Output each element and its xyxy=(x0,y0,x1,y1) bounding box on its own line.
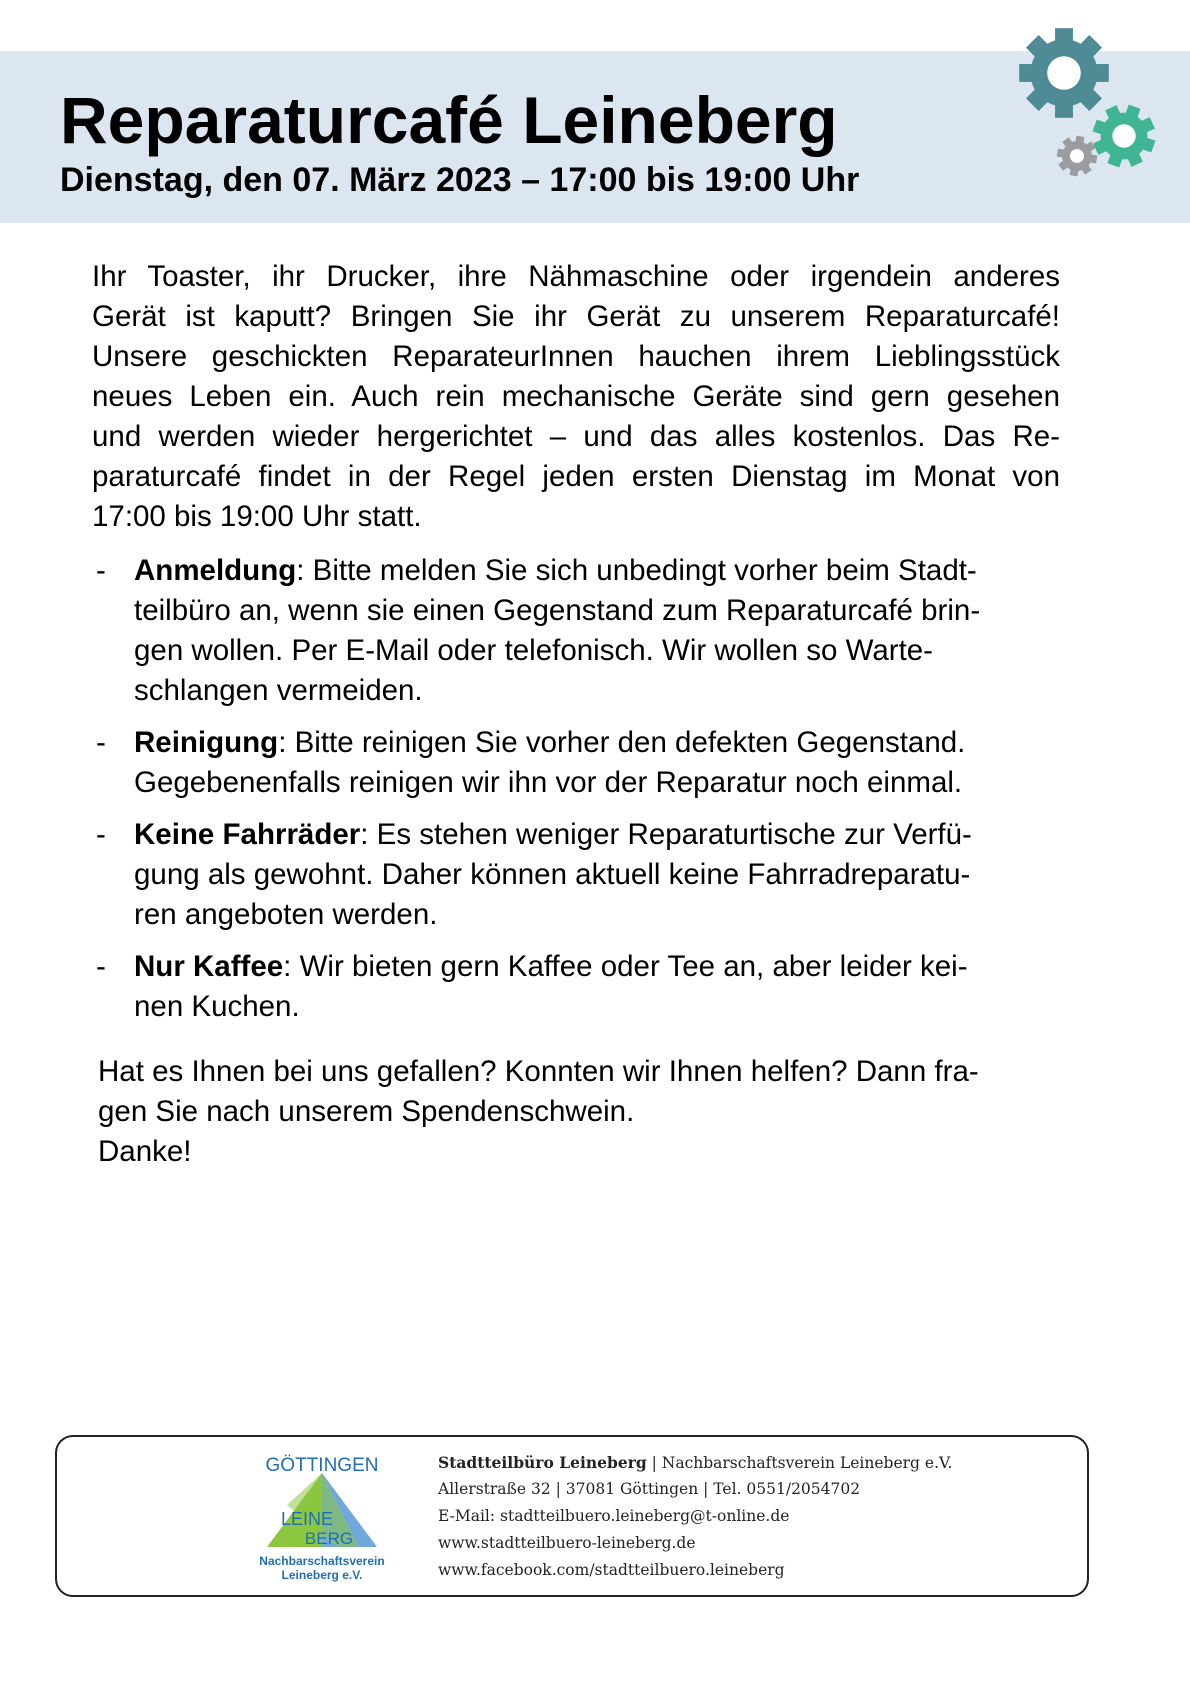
large-gear-icon xyxy=(1019,28,1109,118)
list-item-anmeldung xyxy=(92,551,1046,711)
logo-text-leine: LEINE xyxy=(280,1509,334,1529)
list-dash: - xyxy=(96,726,106,759)
list-text: Gegebenenfalls reinigen wir ihn vor der Reparatur noch einmal. xyxy=(134,766,963,799)
list-dash: - xyxy=(96,818,106,851)
email-link[interactable]: E-Mail: stadtteilbuero.leineberg@t-online.de xyxy=(438,1507,790,1525)
list-text: : Bitte reinigen Sie vorher den defekten Gegenstand. xyxy=(278,726,966,759)
logo-text-berg: BERG xyxy=(304,1529,354,1548)
website-link[interactable]: www.stadtteilbuero-leineberg.de xyxy=(438,1534,696,1552)
green-gear-icon xyxy=(1084,96,1164,176)
event-date: Dienstag, den 07. März 2023 – 17:00 bis 19:00 Uhr xyxy=(60,161,860,199)
small-gear-icon xyxy=(1054,133,1100,179)
list-term: Keine Fahrräder xyxy=(134,818,361,851)
office-name: Stadtteilbüro Leineberg xyxy=(438,1453,647,1472)
contact-info xyxy=(438,1449,952,1584)
list-text: : Es stehen weniger Reparaturtische zur Verfü- xyxy=(360,818,972,851)
intro-paragraph xyxy=(92,257,1060,537)
list-item-nur-kaffee xyxy=(92,947,1046,1027)
intro-line: neues Leben ein. Auch rein mechanische Geräte sind gern gesehen xyxy=(92,380,1060,413)
list-text: gen wollen. Per E-Mail oder telefonisch. Wir wollen so Warte- xyxy=(134,634,933,667)
intro-line: Gerät ist kaputt? Bringen Sie ihr Gerät zu unserem Reparaturcafé! xyxy=(92,300,1060,333)
info-list xyxy=(92,551,1060,1039)
intro-line: und werden wieder hergerichtet – und das alles kostenlos. Das Re- xyxy=(92,420,1060,453)
list-text: gung als gewohnt. Daher können aktuell keine Fahrradreparatu- xyxy=(134,858,971,891)
list-text: : Bitte melden Sie sich unbedingt vorher beim Stadt- xyxy=(296,554,977,587)
logo-text-goettingen: GÖTTINGEN xyxy=(265,1455,379,1476)
list-text: nen Kuchen. xyxy=(134,990,300,1023)
list-item-keine-fahrraeder xyxy=(92,815,1046,935)
leineberg-logo xyxy=(247,1445,397,1590)
list-text: teilbüro an, wenn sie einen Gegenstand zum Reparaturcafé brin- xyxy=(134,594,981,627)
closing-paragraph xyxy=(98,1052,1058,1172)
intro-line: Ihr Toaster, ihr Drucker, ihre Nähmaschine oder irgendein anderes xyxy=(92,260,1060,293)
list-text: ren angeboten werden. xyxy=(134,898,438,931)
intro-line: 17:00 bis 19:00 Uhr statt. xyxy=(92,500,422,533)
intro-line: Unsere geschickten ReparateurInnen hauchen ihrem Lieblingsstück xyxy=(92,340,1060,373)
list-text: : Wir bieten gern Kaffee oder Tee an, aber leider kei- xyxy=(283,950,968,983)
logo-org-line2: Leineberg e.V. xyxy=(281,1568,363,1582)
closing-line: Hat es Ihnen bei uns gefallen? Konnten wir Ihnen helfen? Dann fra- xyxy=(98,1055,979,1088)
list-dash: - xyxy=(96,950,106,983)
list-term: Nur Kaffee xyxy=(134,950,284,983)
intro-line: paraturcafé findet in der Regel jeden ersten Dienstag im Monat von xyxy=(92,460,1060,493)
office-address: Allerstraße 32 | 37081 Göttingen | Tel. 0551/2054702 xyxy=(438,1480,861,1498)
office-association: | Nachbarschaftsverein Leineberg e.V. xyxy=(646,1454,953,1472)
list-term: Reinigung xyxy=(134,726,279,759)
list-item-reinigung xyxy=(92,723,1046,803)
thanks-text: Danke! xyxy=(98,1135,192,1168)
closing-line: gen Sie nach unserem Spendenschwein. xyxy=(98,1095,635,1128)
facebook-link[interactable]: www.facebook.com/stadtteilbuero.leineberg xyxy=(438,1561,785,1579)
logo-org-line1: Nachbarschaftsverein xyxy=(259,1554,385,1568)
list-text: schlangen vermeiden. xyxy=(134,674,423,707)
page-title: Reparaturcafé Leineberg xyxy=(60,83,838,157)
gears-icon xyxy=(1000,18,1175,188)
list-term: Anmeldung xyxy=(134,554,297,587)
list-dash: - xyxy=(96,554,106,587)
